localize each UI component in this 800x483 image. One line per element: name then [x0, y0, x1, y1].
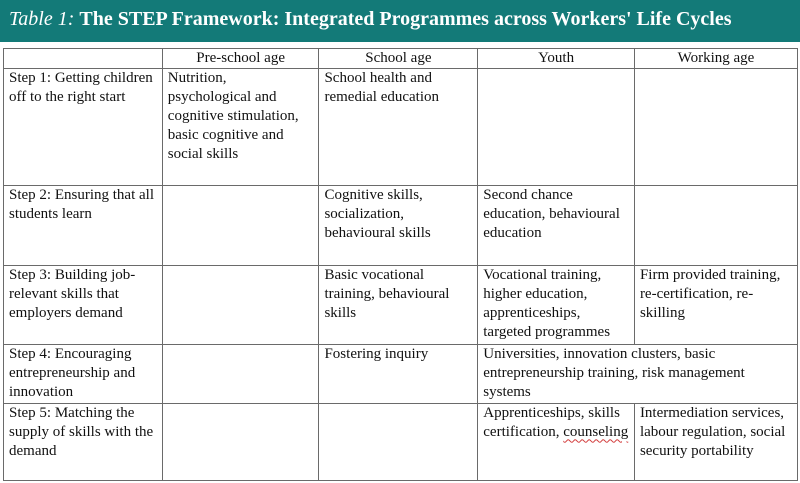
cell-youth	[478, 403, 635, 480]
cell-school: Cognitive skills, socialization, behavioural skills	[319, 186, 478, 265]
step-label: Step 1: Getting children off to the right start	[4, 69, 163, 186]
step-label: Step 3: Building job-relevant skills that employers demand	[4, 265, 163, 344]
table-title: The STEP Framework: Integrated Programmes across Workers' Life Cycles	[79, 8, 732, 30]
cell-preschool	[162, 344, 319, 403]
cell-youth-working-merged: Universities, innovation clusters, basic entrepreneurship training, risk management systems	[478, 344, 798, 403]
header-cell-working: Working age	[634, 49, 797, 69]
cell-school: Basic vocational training, behavioural skills	[319, 265, 478, 344]
step-framework-table-container	[3, 48, 798, 481]
cell-preschool	[162, 403, 319, 480]
cell-youth: Second chance education, behavioural education	[478, 186, 635, 265]
cell-youth: Vocational training, higher education, apprenticeships, targeted programmes	[478, 265, 635, 344]
step-label: Step 4: Encouraging entrepreneurship and innovation	[4, 344, 163, 403]
cell-youth-text: Apprenticeships, skills certification,	[483, 404, 620, 440]
header-cell-school: School age	[319, 49, 478, 69]
step-label: Step 2: Ensuring that all students learn	[4, 186, 163, 265]
table-caption-bar	[0, 0, 800, 42]
table-row-step-1	[4, 69, 798, 186]
header-cell-preschool: Pre-school age	[162, 49, 319, 69]
cell-preschool	[162, 186, 319, 265]
cell-preschool: Nutrition, psychological and cognitive stimulation, basic cognitive and social skills	[162, 69, 319, 186]
cell-school: Fostering inquiry	[319, 344, 478, 403]
cell-working	[634, 186, 797, 265]
step-label: Step 5: Matching the supply of skills with the demand	[4, 403, 163, 480]
table-number: Table 1:	[9, 8, 75, 30]
cell-working	[634, 69, 797, 186]
table-row-step-4	[4, 344, 798, 403]
cell-school: School health and remedial education	[319, 69, 478, 186]
cell-youth	[478, 69, 635, 186]
cell-working: Firm provided training, re-certification, re-skilling	[634, 265, 797, 344]
header-cell-blank	[4, 49, 163, 69]
table-row-step-2	[4, 186, 798, 265]
step-framework-table	[3, 48, 798, 481]
header-cell-youth: Youth	[478, 49, 635, 69]
header-row	[4, 49, 798, 69]
cell-school	[319, 403, 478, 480]
cell-working: Intermediation services, labour regulation, social security portability	[634, 403, 797, 480]
cell-preschool	[162, 265, 319, 344]
table-row-step-3	[4, 265, 798, 344]
spellcheck-flagged-word: counseling	[563, 423, 629, 440]
table-row-step-5	[4, 403, 798, 480]
